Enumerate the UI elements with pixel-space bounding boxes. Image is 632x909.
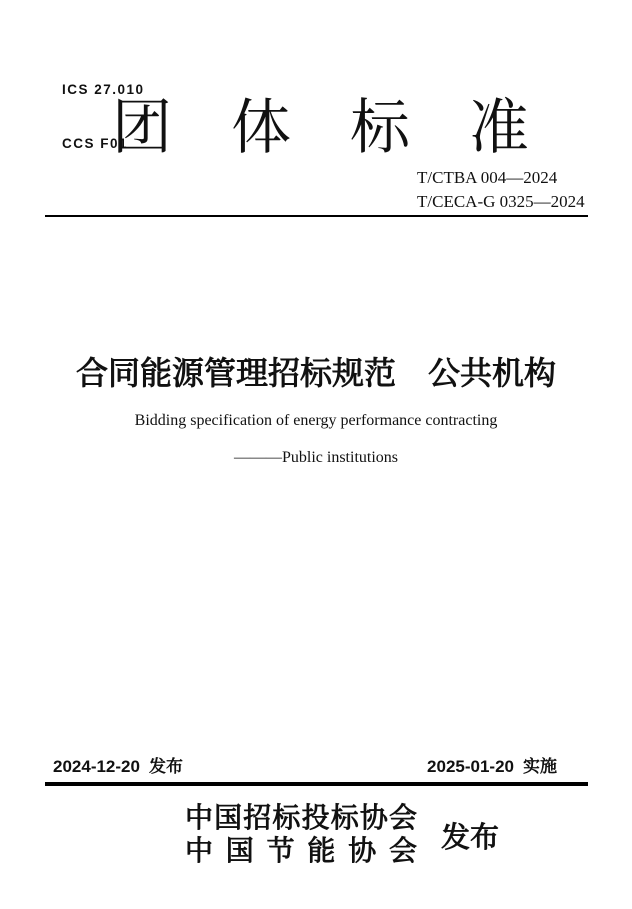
- standard-number-secondary: T/CECA-G 0325—2024: [417, 192, 585, 211]
- issue-label: 发布: [441, 821, 500, 854]
- ccs-code: CCS F01: [62, 136, 129, 151]
- standard-subtitle-english: ———Public institutions: [233, 449, 398, 466]
- publisher-org-1: 中国招标投标协会: [185, 803, 417, 834]
- footer-divider-rule: [45, 782, 588, 786]
- standard-number-block: [417, 166, 585, 214]
- publish-date-item: [53, 752, 183, 777]
- publish-label: 发布: [148, 757, 183, 776]
- implement-label: 实施: [523, 757, 557, 776]
- publisher-organizations: [185, 802, 417, 868]
- header-divider-rule: [45, 215, 588, 217]
- implement-date: 2025-01-20: [427, 757, 514, 776]
- publisher-org-2: 中国节能协会: [185, 836, 417, 867]
- publish-date: 2024-12-20: [53, 757, 140, 776]
- document-type-title: 团体标准: [112, 94, 588, 161]
- standard-number-primary: T/CTBA 004—2024: [417, 168, 558, 187]
- publisher-block: [185, 802, 499, 868]
- ics-code: ICS 27.010: [62, 82, 145, 97]
- standard-title-chinese: 合同能源管理招标规范 公共机构: [75, 355, 556, 391]
- dates-row: [53, 752, 557, 777]
- implement-date-item: [427, 752, 557, 777]
- standard-title-english: Bidding specification of energy performance contracting: [134, 412, 498, 429]
